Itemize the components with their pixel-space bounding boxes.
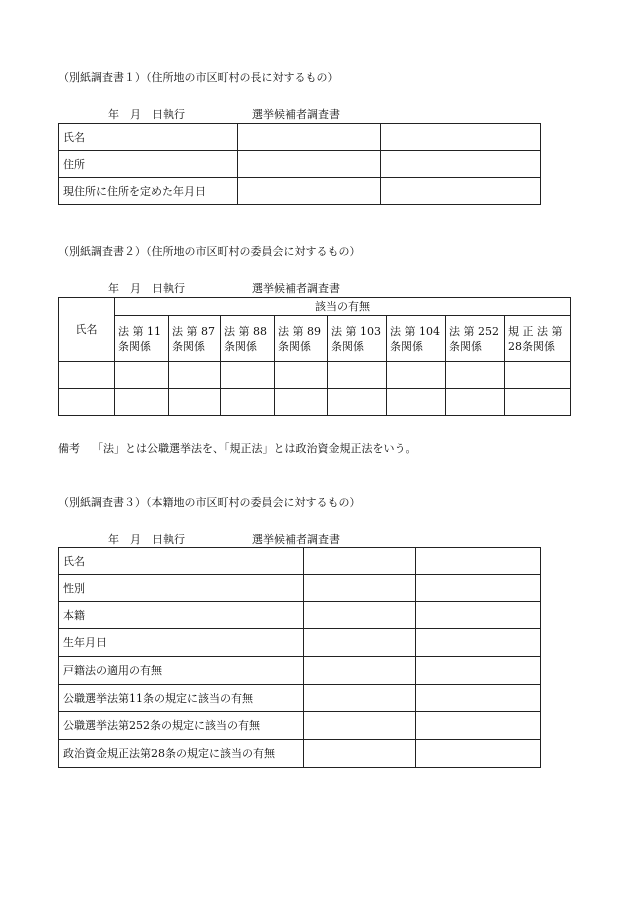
- section2-doc-title: 選挙候補者調査書: [252, 282, 340, 295]
- column-header: 法 第 11 条関係: [115, 316, 169, 362]
- value-cell: [381, 124, 541, 151]
- section2-date-line: 年 月 日執行: [108, 282, 185, 295]
- table-row: [59, 124, 541, 151]
- table-row: [59, 389, 571, 416]
- column-header: 法 第 104 条関係: [387, 316, 446, 362]
- table-row: [59, 362, 571, 389]
- section2-table: [58, 297, 571, 416]
- value-cell: [381, 178, 541, 205]
- row-label: 生年月日: [59, 629, 304, 657]
- section1-doc-title: 選挙候補者調査書: [252, 108, 340, 121]
- section3-doc-title: 選挙候補者調査書: [252, 533, 340, 546]
- table-row: [59, 602, 541, 629]
- row-label: 氏名: [59, 548, 304, 575]
- table-row: [59, 629, 541, 657]
- section1-date-line: 年 月 日執行: [108, 108, 185, 121]
- name-header: 氏名: [59, 298, 115, 362]
- column-header: 法 第 103 条関係: [328, 316, 387, 362]
- value-cell: [381, 151, 541, 178]
- column-header: 法 第 88 条関係: [221, 316, 275, 362]
- row-label: 公職選挙法第252条の規定に該当の有無: [59, 712, 304, 740]
- row-label: 本籍: [59, 602, 304, 629]
- section2-heading: （別紙調査書２）（住所地の市区町村の委員会に対するもの）: [58, 245, 361, 258]
- section1-table: [58, 123, 541, 205]
- row-label: 氏名: [59, 124, 238, 151]
- table-row: [59, 657, 541, 685]
- table-row: [59, 712, 541, 740]
- row-label: 公職選挙法第11条の規定に該当の有無: [59, 685, 304, 712]
- column-header: 法 第 252 条関係: [446, 316, 505, 362]
- section3-heading: （別紙調査書３）（本籍地の市区町村の委員会に対するもの）: [58, 496, 361, 509]
- note-text: 「法」とは公職選挙法を、「規正法」とは政治資金規正法をいう。: [92, 442, 417, 455]
- table-row: [59, 548, 541, 575]
- value-cell: [238, 124, 381, 151]
- group-header: 該当の有無: [115, 298, 571, 316]
- section1-heading: （別紙調査書１）（住所地の市区町村の長に対するもの）: [58, 71, 339, 84]
- section3-table: [58, 547, 541, 768]
- table-row: [59, 685, 541, 712]
- row-label: 性別: [59, 575, 304, 602]
- table-header-row: [59, 298, 571, 316]
- column-header: 法 第 89 条関係: [275, 316, 328, 362]
- row-label: 住所: [59, 151, 238, 178]
- row-label: 現住所に住所を定めた年月日: [59, 178, 238, 205]
- table-row: [59, 178, 541, 205]
- table-row: [59, 575, 541, 602]
- section3-date-line: 年 月 日執行: [108, 533, 185, 546]
- column-header: 法 第 87 条関係: [169, 316, 221, 362]
- row-label: 政治資金規正法第28条の規定に該当の有無: [59, 740, 304, 768]
- table-header-row: [59, 316, 571, 362]
- value-cell: [238, 178, 381, 205]
- table-row: [59, 740, 541, 768]
- table-row: [59, 151, 541, 178]
- column-header: 規 正 法 第 28条関係: [505, 316, 571, 362]
- value-cell: [238, 151, 381, 178]
- note-label: 備考: [58, 442, 80, 455]
- row-label: 戸籍法の適用の有無: [59, 657, 304, 685]
